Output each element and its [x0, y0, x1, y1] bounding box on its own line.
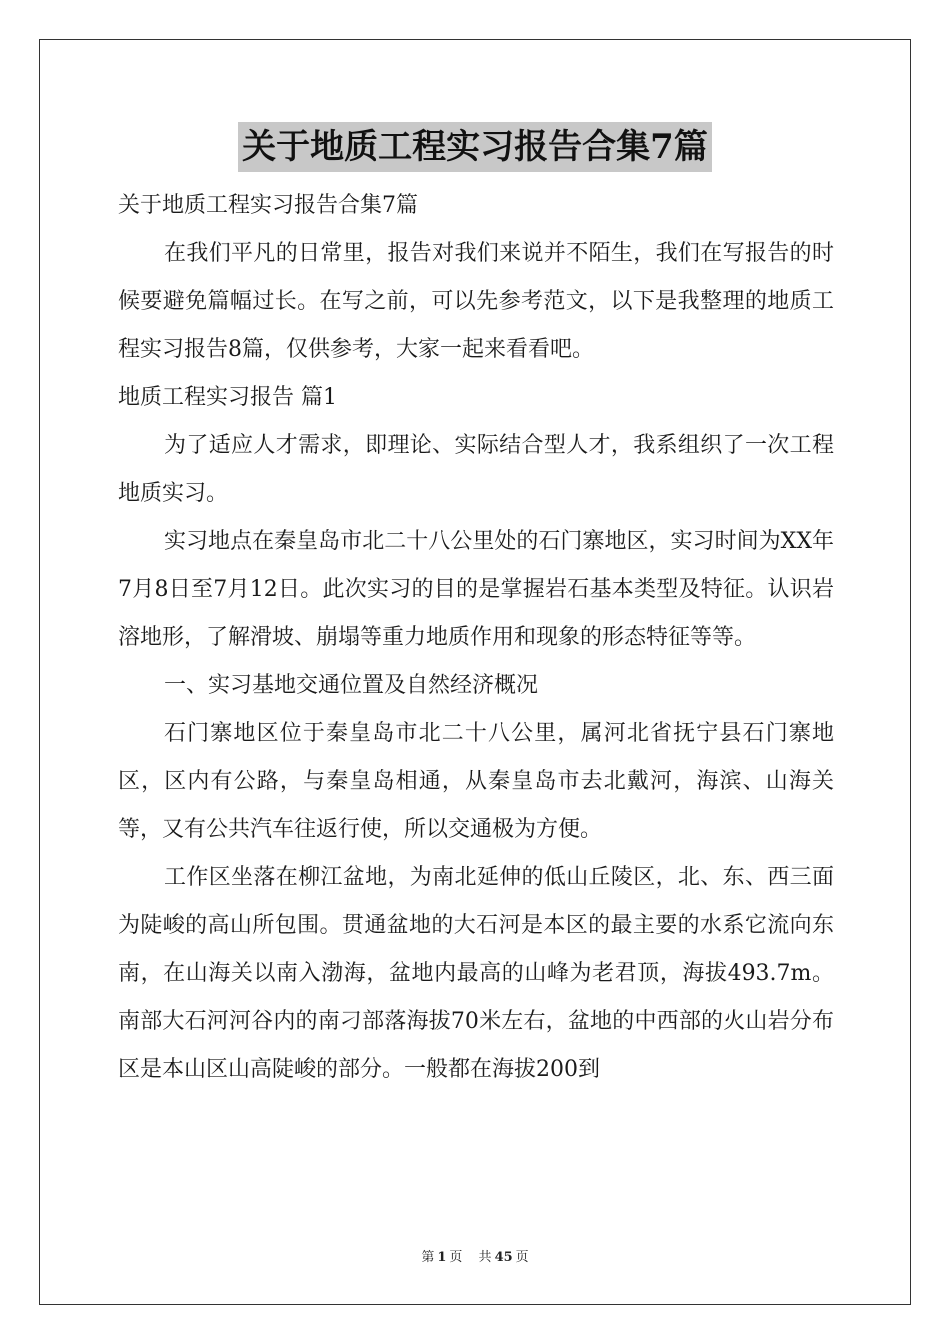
page-number: 1	[437, 1250, 447, 1265]
total-prefix: 共	[478, 1250, 492, 1265]
body-paragraph: 工作区坐落在柳江盆地，为南北延伸的低山丘陵区，北、东、西三面为陡峻的高山所包围。贯通盆地的大石河是本区的最主要的水系它流向东南，在山海关以南入渤海，盆地内最高的山峰为老君顶，海拔493.7m。南部大石河河谷内的南刁部落海拔70米左右，盆地的中西部的火山岩分布区是本山区山高陡峻的部分。一般都在海拔200到	[118, 865, 834, 1082]
page-suffix: 页	[449, 1250, 463, 1265]
document-body	[118, 182, 834, 1094]
total-pages: 45	[494, 1250, 513, 1265]
total-suffix: 页	[515, 1250, 529, 1265]
subsection-heading: 一、实习基地交通位置及自然经济概况	[164, 673, 539, 698]
body-paragraph: 石门寨地区位于秦皇岛市北二十八公里，属河北省抚宁县石门寨地区，区内有公路，与秦皇岛相通，从秦皇岛市去北戴河，海滨、山海关等，又有公共汽车往返行使，所以交通极为方便。	[118, 721, 834, 842]
title-container	[0, 122, 950, 172]
body-paragraph: 为了适应人才需求，即理论、实际结合型人才，我系组织了一次工程地质实习。	[118, 433, 834, 506]
body-paragraph: 实习地点在秦皇岛市北二十八公里处的石门寨地区，实习时间为XX年7月8日至7月12日。此次实习的目的是掌握岩石基本类型及特征。认识岩溶地形，了解滑坡、崩塌等重力地质作用和现象的形态特征等等。	[118, 529, 834, 650]
page-indicator	[418, 1250, 465, 1265]
intro-paragraph: 在我们平凡的日常里，报告对我们来说并不陌生，我们在写报告的时候要避免篇幅过长。在写之前，可以先参考范文，以下是我整理的地质工程实习报告8篇，仅供参考，大家一起来看看吧。	[118, 241, 834, 362]
document-subtitle: 关于地质工程实习报告合集7篇	[118, 193, 418, 218]
total-indicator	[476, 1250, 532, 1265]
page-prefix: 第	[421, 1250, 435, 1265]
document-title: 关于地质工程实习报告合集7篇	[238, 122, 712, 172]
page-footer	[0, 1246, 950, 1265]
section-heading: 地质工程实习报告 篇1	[118, 385, 337, 410]
